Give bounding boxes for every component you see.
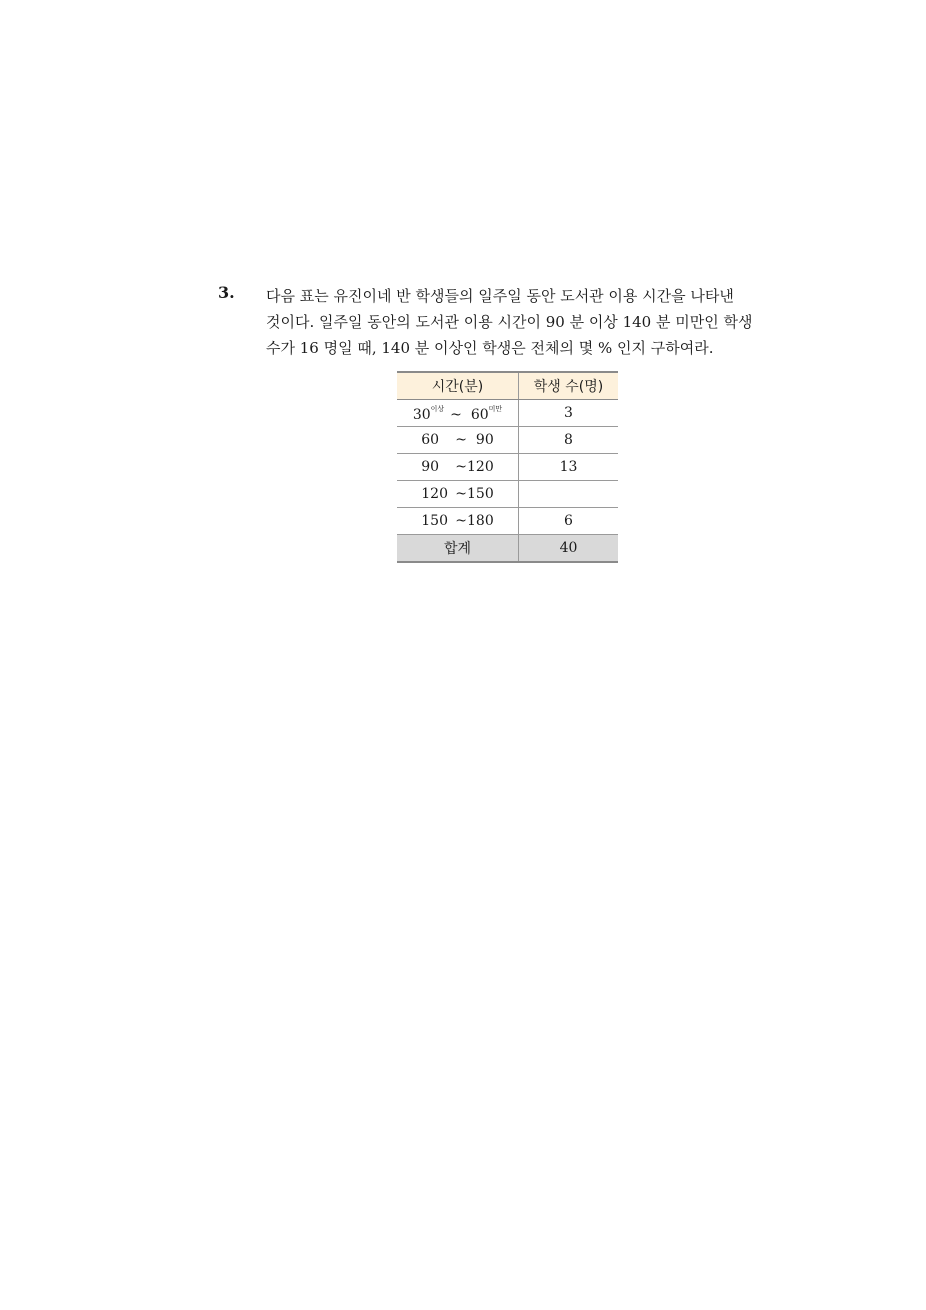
lower-qualifier: 이상 [430,404,445,413]
total-label: 합계 [397,535,519,563]
interval-lower: 120 [421,486,448,502]
interval-upper: 180 [467,513,494,529]
header-student-count: 학생 수(명) [519,372,619,400]
student-count: 6 [519,508,619,535]
student-count: 8 [519,427,619,454]
interval-upper: 120 [467,459,494,475]
table-row [397,427,618,454]
frequency-table [397,371,618,563]
student-count: 13 [519,454,619,481]
student-count: 3 [519,400,619,427]
interval-upper: 90 [475,432,494,448]
total-value: 40 [519,535,619,563]
problem-number: 3. [218,283,235,302]
interval-lower: 90 [421,459,440,475]
problem-line: 것이다. 일주일 동안의 도서관 이용 시간이 90 분 이상 140 분 미만인 학생 [266,313,753,331]
class-interval [397,400,519,427]
problem-statement [266,283,766,361]
header-time: 시간(분) [397,372,519,400]
table-header-row [397,372,618,400]
upper-qualifier: 미만 [488,404,503,413]
class-interval [397,454,519,481]
class-interval [397,508,519,535]
table-row [397,400,618,427]
problem-line: 다음 표는 유진이네 반 학생들의 일주일 동안 도서관 이용 시간을 나타낸 [266,287,734,305]
table-row [397,508,618,535]
interval-lower: 150 [421,513,448,529]
interval-upper: 150 [467,486,494,502]
tilde-symbol: ~ [450,406,462,423]
interval-lower: 30 [412,406,431,423]
table-total-row [397,535,618,563]
interval-upper: 60 [470,406,489,423]
problem-line: 수가 16 명일 때, 140 분 이상인 학생은 전체의 몇 % 인지 구하여라. [266,339,714,357]
tilde-symbol: ~ [455,432,467,448]
class-interval [397,427,519,454]
tilde-symbol: ~ [455,513,467,529]
tilde-symbol: ~ [455,459,467,475]
table-row [397,454,618,481]
table-row [397,481,618,508]
class-interval [397,481,519,508]
tilde-symbol: ~ [455,486,467,502]
interval-lower: 60 [421,432,440,448]
student-count [519,481,619,508]
